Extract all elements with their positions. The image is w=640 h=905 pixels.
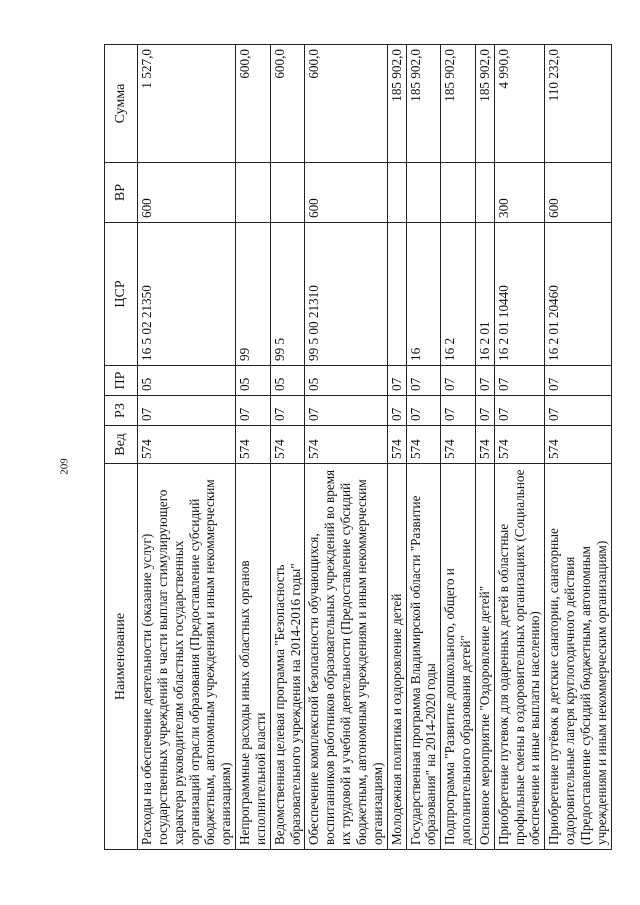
cell-sum: 110 232,0 <box>545 45 611 163</box>
cell-csr: 99 5 <box>270 223 305 366</box>
cell-name: Приобретение путёвок в детские санатории, санаторные оздоровительные лагеря круглогодичного действия (Предоставление субсидий бюджетным, автономным учреждениям и иным некоммерческим организациям) <box>545 464 611 850</box>
cell-ved: 574 <box>475 426 494 464</box>
cell-pr: 05 <box>305 366 387 396</box>
cell-vr <box>406 163 441 223</box>
header-vr: ВР <box>105 163 138 223</box>
header-csr: ЦСР <box>105 223 138 366</box>
cell-name: Непрограммные расходы иных областных органов исполнительной власти <box>236 464 271 850</box>
table-row <box>545 45 611 850</box>
cell-pr: 05 <box>270 366 305 396</box>
table-row <box>387 45 406 850</box>
cell-rz: 07 <box>305 396 387 426</box>
cell-csr <box>387 223 406 366</box>
cell-pr: 05 <box>236 366 271 396</box>
cell-name: Приобретение путевок для одаренных детей в областные профильные смены в оздоровительных организациях (Социальное обеспечение и иные выплаты населению) <box>494 464 545 850</box>
cell-ved: 574 <box>236 426 271 464</box>
cell-name: Подпрограмма "Развитие дошкольного, общего и дополнительного образования детей" <box>441 464 476 850</box>
cell-ved: 574 <box>406 426 441 464</box>
cell-sum: 600,0 <box>305 45 387 163</box>
cell-rz: 07 <box>270 396 305 426</box>
cell-csr: 99 <box>236 223 271 366</box>
cell-csr: 16 5 02 21350 <box>138 223 236 366</box>
cell-ved: 574 <box>441 426 476 464</box>
rotated-page-content <box>104 45 609 850</box>
cell-rz: 07 <box>138 396 236 426</box>
cell-ved: 574 <box>138 426 236 464</box>
cell-name: Молодежная политика и оздоровление детей <box>387 464 406 850</box>
cell-sum: 600,0 <box>236 45 271 163</box>
cell-csr: 16 2 01 20460 <box>545 223 611 366</box>
cell-csr: 16 <box>406 223 441 366</box>
cell-sum: 185 902,0 <box>387 45 406 163</box>
cell-rz: 07 <box>441 396 476 426</box>
cell-ved: 574 <box>387 426 406 464</box>
table-row <box>441 45 476 850</box>
cell-csr: 16 2 <box>441 223 476 366</box>
cell-name: Обеспечение комплексной безопасности обучающихся, воспитанников работников образовательных учреждений во время их трудовой и учебной деятельности (Предоставление субсидий бюджетным, автономным учреждениям и иным некоммерческим организациям) <box>305 464 387 850</box>
cell-pr: 07 <box>387 366 406 396</box>
cell-ved: 574 <box>305 426 387 464</box>
cell-name: Расходы на обеспечение деятельности (оказание услуг) государственных учреждений в части выплат стимулирующего характера руководителям областных государственных организаций отрасли образования (Предоставление субсидий бюджетным, автономным учреждениям и иным некоммерческим организациям) <box>138 464 236 850</box>
cell-sum: 185 902,0 <box>475 45 494 163</box>
table-row <box>138 45 236 850</box>
cell-pr: 05 <box>138 366 236 396</box>
cell-name: Ведомственная целевая программа "Безопасность образовательного учреждения на 2014-2016 годы" <box>270 464 305 850</box>
cell-sum: 185 902,0 <box>406 45 441 163</box>
cell-rz: 07 <box>236 396 271 426</box>
table-row <box>475 45 494 850</box>
cell-vr <box>475 163 494 223</box>
cell-rz: 07 <box>406 396 441 426</box>
cell-name: Государственная программа Владимирской области "Развитие образования" на 2014-2020 годы <box>406 464 441 850</box>
cell-csr: 16 2 01 10440 <box>494 223 545 366</box>
cell-rz: 07 <box>494 396 545 426</box>
cell-rz: 07 <box>475 396 494 426</box>
table-row <box>236 45 271 850</box>
cell-vr <box>236 163 271 223</box>
cell-name: Основное мероприятие "Оздоровление детей" <box>475 464 494 850</box>
cell-rz: 07 <box>545 396 611 426</box>
cell-sum: 4 990,0 <box>494 45 545 163</box>
header-sum: Сумма <box>105 45 138 163</box>
cell-vr: 600 <box>138 163 236 223</box>
cell-pr: 07 <box>545 366 611 396</box>
cell-csr: 99 5 00 21310 <box>305 223 387 366</box>
cell-ved: 574 <box>545 426 611 464</box>
cell-csr: 16 2 01 <box>475 223 494 366</box>
table-row <box>494 45 545 850</box>
cell-pr: 07 <box>475 366 494 396</box>
cell-sum: 185 902,0 <box>441 45 476 163</box>
header-pr: ПР <box>105 366 138 396</box>
table-row <box>305 45 387 850</box>
cell-vr <box>270 163 305 223</box>
cell-ved: 574 <box>494 426 545 464</box>
cell-pr: 07 <box>406 366 441 396</box>
page-number: 209 <box>58 458 71 475</box>
table-row <box>406 45 441 850</box>
header-name: Наименование <box>105 464 138 850</box>
cell-pr: 07 <box>494 366 545 396</box>
header-rz: РЗ <box>105 396 138 426</box>
cell-sum: 600,0 <box>270 45 305 163</box>
cell-sum: 1 527,0 <box>138 45 236 163</box>
cell-vr <box>387 163 406 223</box>
header-ved: Вед <box>105 426 138 464</box>
cell-vr: 600 <box>305 163 387 223</box>
cell-vr: 600 <box>545 163 611 223</box>
cell-ved: 574 <box>270 426 305 464</box>
cell-vr: 300 <box>494 163 545 223</box>
cell-rz: 07 <box>387 396 406 426</box>
cell-pr: 07 <box>441 366 476 396</box>
cell-vr <box>441 163 476 223</box>
table-row <box>270 45 305 850</box>
budget-table <box>104 44 612 850</box>
table-header-row <box>105 45 138 850</box>
